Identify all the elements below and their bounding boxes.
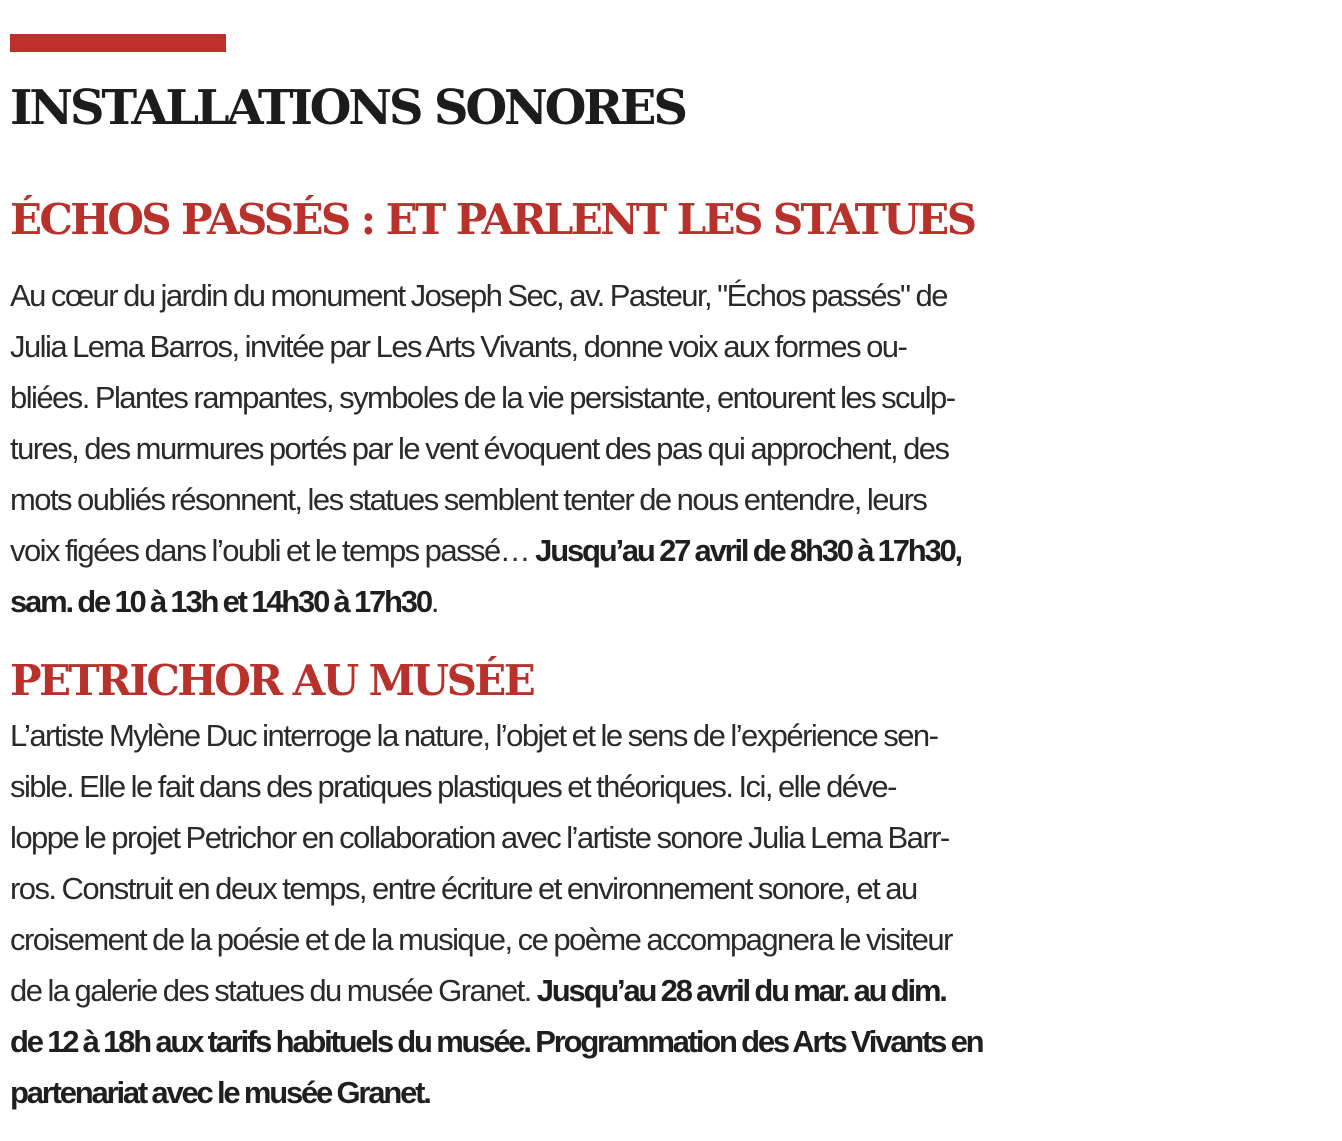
accent-rule <box>10 34 226 52</box>
article-heading-petrichor: PETRICHOR AU MUSÉE <box>10 656 534 705</box>
schedule-line: de 12 à 18h aux tarifs habituels du musée. Programmation des Arts Vivants en <box>10 1024 983 1059</box>
article-body-echos-passes <box>10 270 1280 627</box>
article-heading-echos-passes: ÉCHOS PASSÉS : ET PARLENT LES STATUES <box>10 195 975 244</box>
body-line: sible. Elle le fait dans des pratiques plastiques et théoriques. Ici, elle déve- <box>10 769 896 804</box>
body-line: ros. Construit en deux temps, entre écriture et environnement sonore, et au <box>10 871 917 906</box>
body-line: mots oubliés résonnent, les statues semblent tenter de nous entendre, leurs <box>10 482 927 517</box>
schedule-text: sam. de 10 à 13h et 14h30 à 17h30 <box>10 584 431 619</box>
body-line: bliées. Plantes rampantes, symboles de la vie persistante, entourent les sculp- <box>10 380 955 415</box>
body-line: sam. de 10 à 13h et 14h30 à 17h30. <box>10 584 438 619</box>
section-title: INSTALLATIONS SONORES <box>10 80 685 136</box>
article-body-petrichor <box>10 710 1280 1118</box>
schedule-text: Jusqu’au 28 avril du mar. au dim. <box>536 973 946 1008</box>
body-line: Julia Lema Barros, invitée par Les Arts Vivants, donne voix aux formes ou- <box>10 329 907 364</box>
body-line: de la galerie des statues du musée Granet. Jusqu’au 28 avril du mar. au dim. <box>10 973 946 1008</box>
body-line: tures, des murmures portés par le vent évoquent des pas qui approchent, des <box>10 431 949 466</box>
body-line: Au cœur du jardin du monument Joseph Sec, av. Pasteur, "Échos passés" de <box>10 278 947 313</box>
body-line: voix figées dans l’oubli et le temps passé… Jusqu’au 27 avril de 8h30 à 17h30, <box>10 533 961 568</box>
schedule-text: Jusqu’au 27 avril de 8h30 à 17h30, <box>535 533 961 568</box>
body-line: L’artiste Mylène Duc interroge la nature, l’objet et le sens de l’expérience sen- <box>10 718 938 753</box>
schedule-line: partenariat avec le musée Granet. <box>10 1075 430 1110</box>
body-line: loppe le projet Petrichor en collaboration avec l’artiste sonore Julia Lema Barr- <box>10 820 949 855</box>
body-line: croisement de la poésie et de la musique, ce poème accompagnera le visiteur <box>10 922 952 957</box>
